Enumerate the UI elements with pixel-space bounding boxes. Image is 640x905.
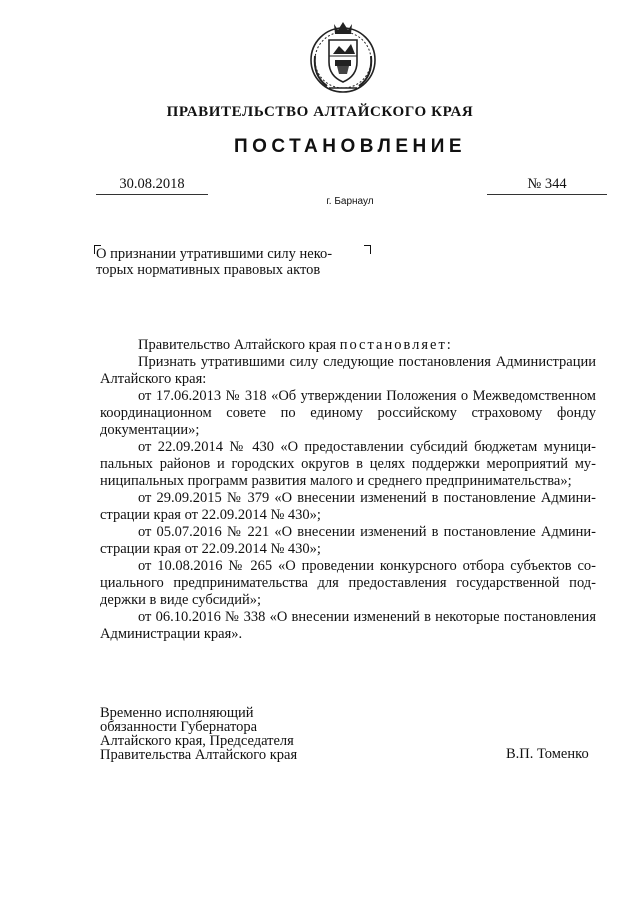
- body-paragraph: от 17.06.2013 № 318 «Об утверждении Положения о Межведомственном координационном совете по единому российскому страховому фонду документации»;: [100, 388, 596, 438]
- signature-line-4: Правительства Алтайского края: [100, 747, 298, 763]
- intro-verb: постановляет:: [339, 337, 453, 353]
- document-type-title: ПОСТАНОВЛЕНИЕ: [233, 136, 467, 157]
- body-paragraph: от 06.10.2016 № 338 «О внесении изменений в некоторые постановления Администрации края».: [100, 609, 596, 642]
- signature-line-3: Алтайского края, Председателя: [100, 733, 294, 749]
- body-paragraph: от 22.09.2014 № 430 «О предоставлении субсидий бюджетам муниципальных районов и городских округов в целях поддержки мероприятий муниципальных программ развития малого и среднего предпринимательства»;: [100, 439, 596, 489]
- document-subject: [96, 246, 376, 278]
- signature-block: [100, 706, 297, 762]
- subject-line-1: О признании утратившими силу неко-: [96, 246, 333, 262]
- body-intro: [100, 337, 596, 354]
- document-number: № 344: [487, 176, 607, 195]
- document-city: г. Барнаул: [326, 196, 374, 207]
- coat-of-arms-emblem: [305, 16, 381, 96]
- body-paragraph: от 29.09.2015 № 379 «О внесении изменений в постановление Администрации края от 22.09.2014 № 430»;: [100, 490, 596, 523]
- signature-line-1: Временно исполняющий: [100, 705, 254, 721]
- signature-line-2: обязанности Губернатора: [100, 719, 258, 735]
- document-date: 30.08.2018: [96, 176, 208, 195]
- body-paragraph: от 10.08.2016 № 265 «О проведении конкурсного отбора субъектов социального предпринимательства для предоставления государственной поддержки в виде субсидий»;: [100, 558, 596, 608]
- subject-line-2: торых нормативных правовых актов: [96, 262, 321, 278]
- signer-name: В.П. Томенко: [506, 746, 589, 762]
- intro-lead: Правительство Алтайского края: [138, 337, 340, 353]
- organization-title: ПРАВИТЕЛЬСТВО АЛТАЙСКОГО КРАЯ: [166, 104, 474, 120]
- subject-bracket-left: [94, 245, 101, 254]
- body-paragraph: от 05.07.2016 № 221 «О внесении изменений в постановление Администрации края от 22.09.2014 № 430»;: [100, 524, 596, 557]
- subject-bracket-right: [364, 245, 371, 254]
- document-body: [100, 337, 596, 643]
- body-paragraph: Признать утратившими силу следующие постановления Администрации Алтайского края:: [100, 354, 596, 387]
